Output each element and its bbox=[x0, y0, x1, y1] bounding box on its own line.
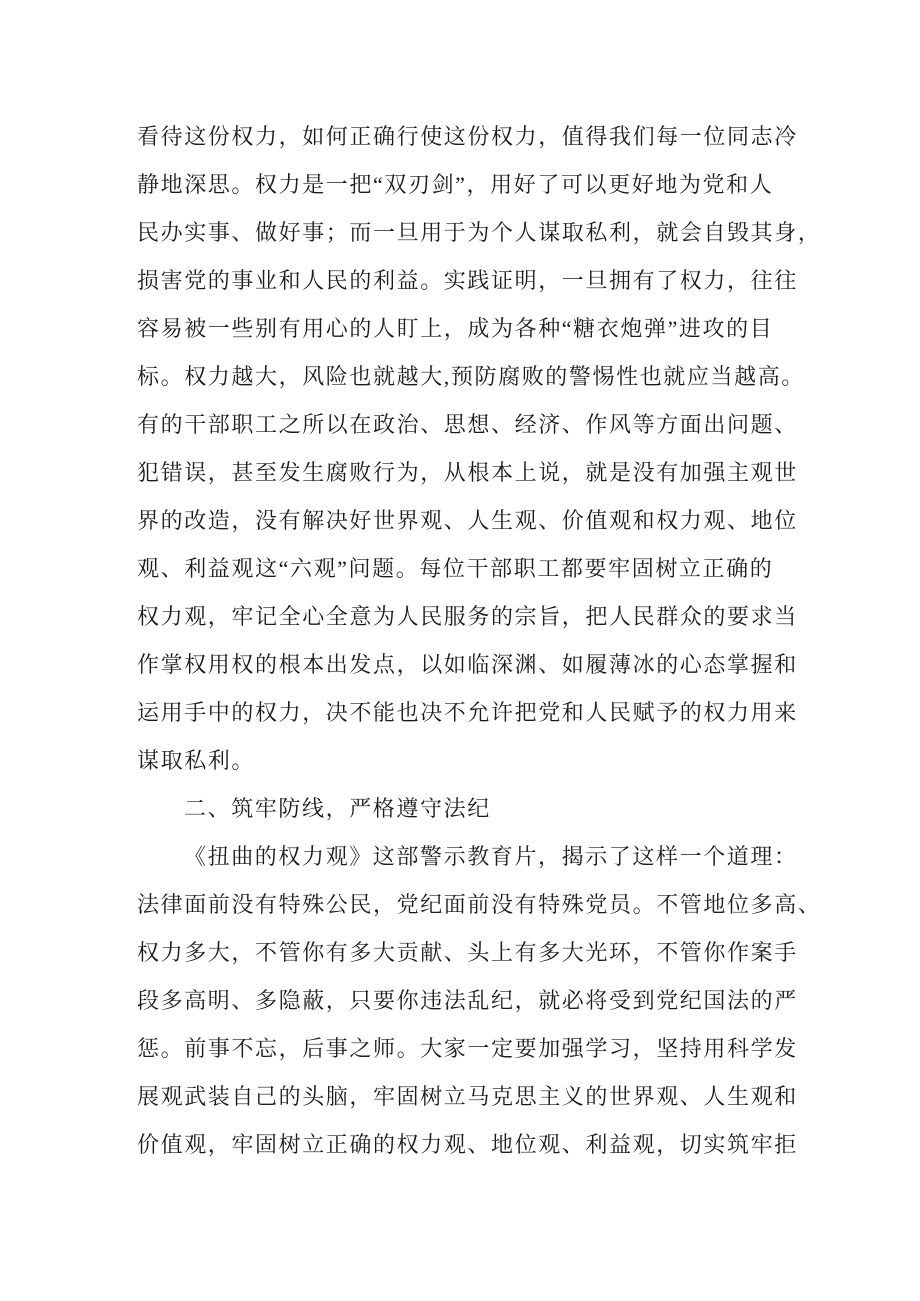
text-line: 段多高明、多隐蔽，只要你违法乱纪，就必将受到党纪国法的严 bbox=[137, 988, 798, 1013]
text-line: 民办实事、做好事；而一旦用于为个人谋取私利，就会自毁其身， bbox=[137, 220, 822, 245]
document-body bbox=[137, 113, 837, 1169]
text-line: 损害党的事业和人民的利益。实践证明，一旦拥有了权力，往往 bbox=[137, 268, 798, 293]
text-line: 权力多大，不管你有多大贡献、头上有多大光环，不管你作案手 bbox=[137, 940, 798, 965]
paragraph-continuation bbox=[137, 113, 837, 785]
text-line: 价值观，牢固树立正确的权力观、地位观、利益观，切实筑牢拒 bbox=[137, 1132, 798, 1157]
text-line: 犯错误，甚至发生腐败行为，从根本上说，就是没有加强主观世 bbox=[137, 460, 798, 485]
text-line: 容易被一些别有用心的人盯上，成为各种“糖衣炮弹”进攻的目 bbox=[137, 316, 774, 341]
text-line: 法律面前没有特殊公民，党纪面前没有特殊党员。不管地位多高、 bbox=[137, 892, 822, 917]
text-line: 静地深思。权力是一把“双刃剑”，用好了可以更好地为党和人 bbox=[137, 172, 774, 197]
text-line: 有的干部职工之所以在政治、思想、经济、作风等方面出问题、 bbox=[137, 412, 798, 437]
section-heading-block bbox=[137, 785, 837, 833]
text-line: 界的改造，没有解决好世界观、人生观、价值观和权力观、地位 bbox=[137, 508, 798, 533]
text-line: 惩。前事不忘，后事之师。大家一定要加强学习，坚持用科学发 bbox=[137, 1036, 798, 1061]
text-line: 观、利益观这“六观”问题。每位干部职工都要牢固树立正确的 bbox=[137, 556, 774, 581]
paragraph bbox=[137, 833, 837, 1169]
section-heading: 二、筑牢防线，严格遵守法纪 bbox=[184, 796, 491, 821]
text-line: 展观武装自己的头脑，牢固树立马克思主义的世界观、人生观和 bbox=[137, 1084, 798, 1109]
text-line: 《扭曲的权力观》这部警示教育片，揭示了这样一个道理： bbox=[184, 844, 798, 869]
text-line: 权力观，牢记全心全意为人民服务的宗旨，把人民群众的要求当 bbox=[137, 604, 798, 629]
text-line: 看待这份权力，如何正确行使这份权力，值得我们每一位同志冷 bbox=[137, 124, 798, 149]
text-line: 作掌权用权的根本出发点，以如临深渊、如履薄冰的心态掌握和 bbox=[137, 652, 798, 677]
text-line: 运用手中的权力，决不能也决不允许把党和人民赋予的权力用来 bbox=[137, 700, 798, 725]
text-line: 标。权力越大，风险也就越大,预防腐败的警惕性也就应当越高。 bbox=[137, 364, 805, 389]
text-line: 谋取私利。 bbox=[137, 748, 256, 773]
